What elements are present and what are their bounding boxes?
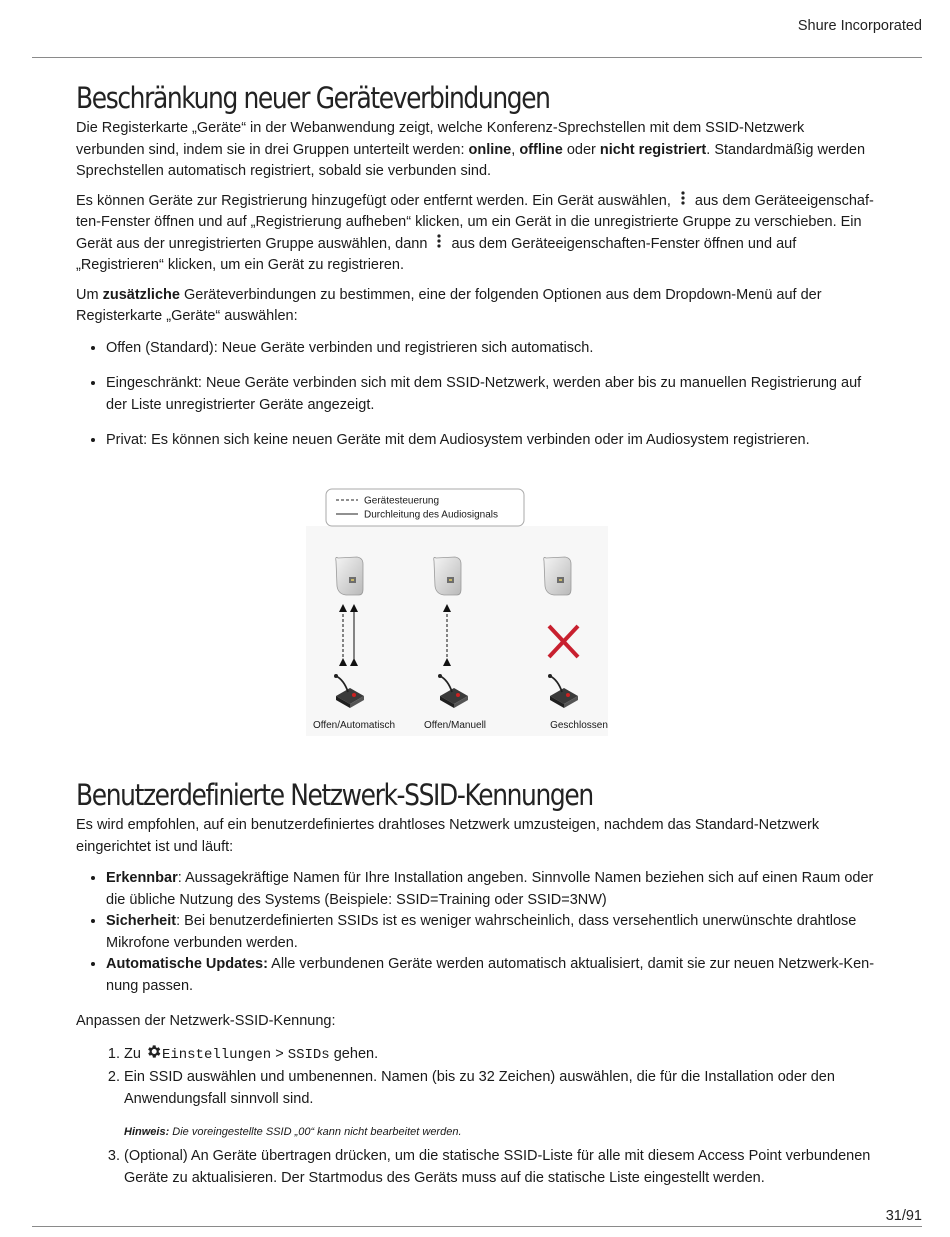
paragraph-intro: Es wird empfohlen, auf ein benutzerdefiniertes drahtloses Netzwerk umzusteigen, nachdem das Standard-Netzwerk eingerichtet ist und läuft: — [76, 817, 820, 855]
list-item: • Automatische Updates: Alle verbundenen Geräte werden automatisch aktualisiert, damit sie zur neuen Netzwerk-Kennung passen. — [106, 954, 876, 997]
footer-rule — [32, 1226, 922, 1227]
list-item: 1. Zu Einstellungen > SSIDs gehen. — [124, 1043, 876, 1068]
paragraph-options: Um zusätzliche Geräteverbindungen zu bestimmen, eine der folgenden Optionen aus dem Dropdown-Menü auf der Registerkarte „Geräte“ auswählen: — [76, 286, 822, 324]
header-rule — [32, 57, 922, 58]
note: Hinweis: Die voreingestellte SSID „00“ kann nicht bearbeitet werden. — [124, 1126, 462, 1138]
more-options-icon — [431, 234, 447, 256]
steps-list — [76, 1043, 876, 1190]
connection-mode-diagram — [306, 484, 608, 736]
connection-options-list — [76, 338, 876, 452]
list-item: • Privat: Es können sich keine neuen Geräte mit dem Audiosystem verbinden oder im Audiosystem registrieren. — [106, 430, 876, 452]
access-point-icon — [434, 557, 461, 595]
paragraph-adjust: Anpassen der Netzwerk-SSID-Kennung: — [76, 1013, 336, 1029]
access-point-icon — [544, 557, 571, 595]
benefits-list — [76, 868, 876, 997]
header-company: Shure Incorporated — [797, 18, 922, 34]
list-item: 3. (Optional) An Geräte übertragen drücken, um die statische SSID-Liste für alle mit diesem Access Point verbundenen Geräte zu aktualisieren. Der Startmodus des Geräts muss auf die statische Liste eingestellt werden. — [124, 1146, 876, 1189]
page-number: 31/91 — [885, 1208, 922, 1224]
paragraph-intro: Die Registerkarte „Geräte“ in der Webanwendung zeigt, welche Konferenz-Sprechstellen mit dem SSID-Netzwerk verbunden sind, indem sie in drei Gruppen unterteilt werden: online, offline oder nicht registriert. Standardmäßig werden Sprechstellen automatisch registriert, sobald sie verbunden sind. — [76, 120, 866, 179]
paragraph-registration: Es können Geräte zur Registrierung hinzugefügt oder entfernt werden. Ein Gerät auswählen, aus dem Geräteeigenschaften-Fenster öffnen und auf „Registrierung aufheben“ klicken, um ein Gerät in die unregistrierte Gruppe zu verschieben. Ein Gerät aus der unregistrierten Gruppe auswählen, dann aus dem Geräteeigenschaften-Fenster öffnen und auf „Registrieren“ klicken, um ein Gerät zu registrieren. — [76, 192, 874, 273]
gear-icon — [145, 1043, 162, 1068]
section-title: Beschränkung neuer Geräteverbindungen — [76, 81, 550, 115]
list-item: • Offen (Standard): Neue Geräte verbinden und registrieren sich automatisch. — [106, 338, 876, 360]
section-custom-ssid — [76, 777, 876, 1189]
more-options-icon — [675, 191, 691, 213]
column-label: Geschlossen — [550, 720, 608, 731]
access-point-icon — [336, 557, 363, 595]
diagram-legend — [326, 489, 524, 526]
column-label: Offen/Automatisch — [312, 720, 396, 731]
legend-audio-label: Durchleitung des Audiosignals — [364, 509, 498, 521]
section-device-restriction — [76, 80, 876, 466]
section-title: Benutzerdefinierte Netzwerk-SSID-Kennungen — [76, 778, 593, 812]
list-item: • Sicherheit: Bei benutzerdefinierten SSIDs ist es weniger wahrscheinlich, dass versehentlich unerwünschte drahtlose Mikrofone verbunden werden. — [106, 911, 876, 954]
list-item: • Erkennbar: Aussagekräftige Namen für Ihre Installation angeben. Sinnvolle Namen beziehen sich auf einen Raum oder die übliche Nutzung des Systems (Beispiele: SSID=Training oder SSID=3NW) — [106, 868, 876, 911]
legend-control-label: Gerätesteuerung — [364, 495, 440, 507]
list-item: 2. Ein SSID auswählen und umbenennen. Namen (bis zu 32 Zeichen) auswählen, die für die Installation oder den Anwendungsfall sinnvoll sind. Hinweis: Die voreingestellte SSID „00“ kann nicht bearbeitet werden. — [124, 1067, 876, 1140]
list-item: • Eingeschränkt: Neue Geräte verbinden sich mit dem SSID-Netzwerk, werden aber bis zu manuellen Registrierung auf der Liste unregistrierter Geräte angezeigt. — [106, 373, 876, 416]
column-label: Offen/Manuell — [423, 720, 487, 731]
